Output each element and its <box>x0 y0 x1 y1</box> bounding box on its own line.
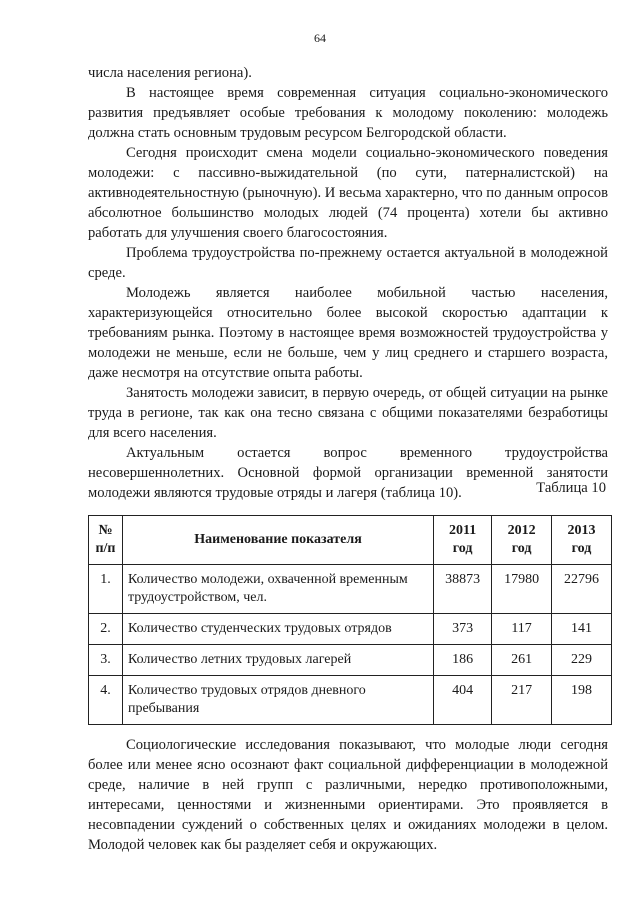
row-value-2011: 38873 <box>434 565 492 614</box>
table-row <box>89 676 612 725</box>
row-num: 4. <box>89 676 123 725</box>
paragraph: Актуальным остается вопрос временного трудоустройства несовершеннолетних. Основной формой организации временной занятости молодежи являются трудовые отряды и лагеря (таблица 10). <box>88 445 608 501</box>
paragraph: Занятость молодежи зависит, в первую очередь, от общей ситуации на рынке труда в регионе, так как она тесно связана с общими показателями безработицы для всего населения. <box>88 385 608 441</box>
paragraph: Молодежь является наиболее мобильной частью населения, характеризующейся относительно более высокой скоростью адаптации к требованиям рынка. Поэтому в настоящее время возможностей трудоустройства у молодежи не меньше, если не больше, чем у лиц среднего и старшего возраста, даже несмотря на отсутствие опыта работы. <box>88 285 608 381</box>
row-name: Количество трудовых отрядов дневного пребывания <box>122 676 433 725</box>
page-number: 64 <box>314 31 326 45</box>
row-value-2013: 141 <box>552 614 612 645</box>
header-num: № п/п <box>89 516 123 565</box>
row-value-2013: 229 <box>552 645 612 676</box>
row-value-2013: 198 <box>552 676 612 725</box>
row-value-2011: 404 <box>434 676 492 725</box>
data-table <box>88 515 612 725</box>
paragraph: Проблема трудоустройства по-прежнему остается актуальной в молодежной среде. <box>88 245 608 281</box>
row-value-2012: 17980 <box>492 565 552 614</box>
header-2013: 2013 год <box>552 516 612 565</box>
table-caption: Таблица 10 <box>536 480 606 496</box>
row-value-2012: 217 <box>492 676 552 725</box>
row-name: Количество летних трудовых лагерей <box>122 645 433 676</box>
paragraph: Социологические исследования показывают, что молодые люди сегодня более или менее ясно осознают факт социальной дифференциации в молодежной среде, наличие в ней групп с различными, нередко противоположными, интересами, ценностями и жизненными ориентирами. Это проявляется в несовпадении суждений о собственных целях и ожиданиях молодежи в целом. Молодой человек как бы разделяет себя и окружающих. <box>88 737 608 853</box>
paragraph: числа населения региона). <box>88 65 252 81</box>
row-num: 2. <box>89 614 123 645</box>
row-name: Количество студенческих трудовых отрядов <box>122 614 433 645</box>
table-row <box>89 614 612 645</box>
row-value-2012: 261 <box>492 645 552 676</box>
body-text <box>88 63 608 503</box>
row-value-2011: 186 <box>434 645 492 676</box>
paragraph: В настоящее время современная ситуация социально-экономического развития предъявляет особые требования к молодому поколению: молодежь должна стать основным трудовым ресурсом Белгородской области. <box>88 85 608 141</box>
row-num: 3. <box>89 645 123 676</box>
closing-text <box>88 735 608 855</box>
paragraph: Сегодня происходит смена модели социально-экономического поведения молодежи: с пассивно-выжидательной (по сути, патерналистской) на активнодеятельностную (рыночную). И весьма характерно, что по данным опросов абсолютное большинство молодых людей (74 процента) хотели бы активно работать для улучшения своего благосостояния. <box>88 145 608 241</box>
table-row <box>89 645 612 676</box>
header-2012: 2012 год <box>492 516 552 565</box>
table-header-row <box>89 516 612 565</box>
row-value-2011: 373 <box>434 614 492 645</box>
row-value-2012: 117 <box>492 614 552 645</box>
header-2011: 2011 год <box>434 516 492 565</box>
header-name: Наименование показателя <box>122 516 433 565</box>
row-name: Количество молодежи, охваченной временным трудоустройством, чел. <box>122 565 433 614</box>
table-row <box>89 565 612 614</box>
row-num: 1. <box>89 565 123 614</box>
row-value-2013: 22796 <box>552 565 612 614</box>
